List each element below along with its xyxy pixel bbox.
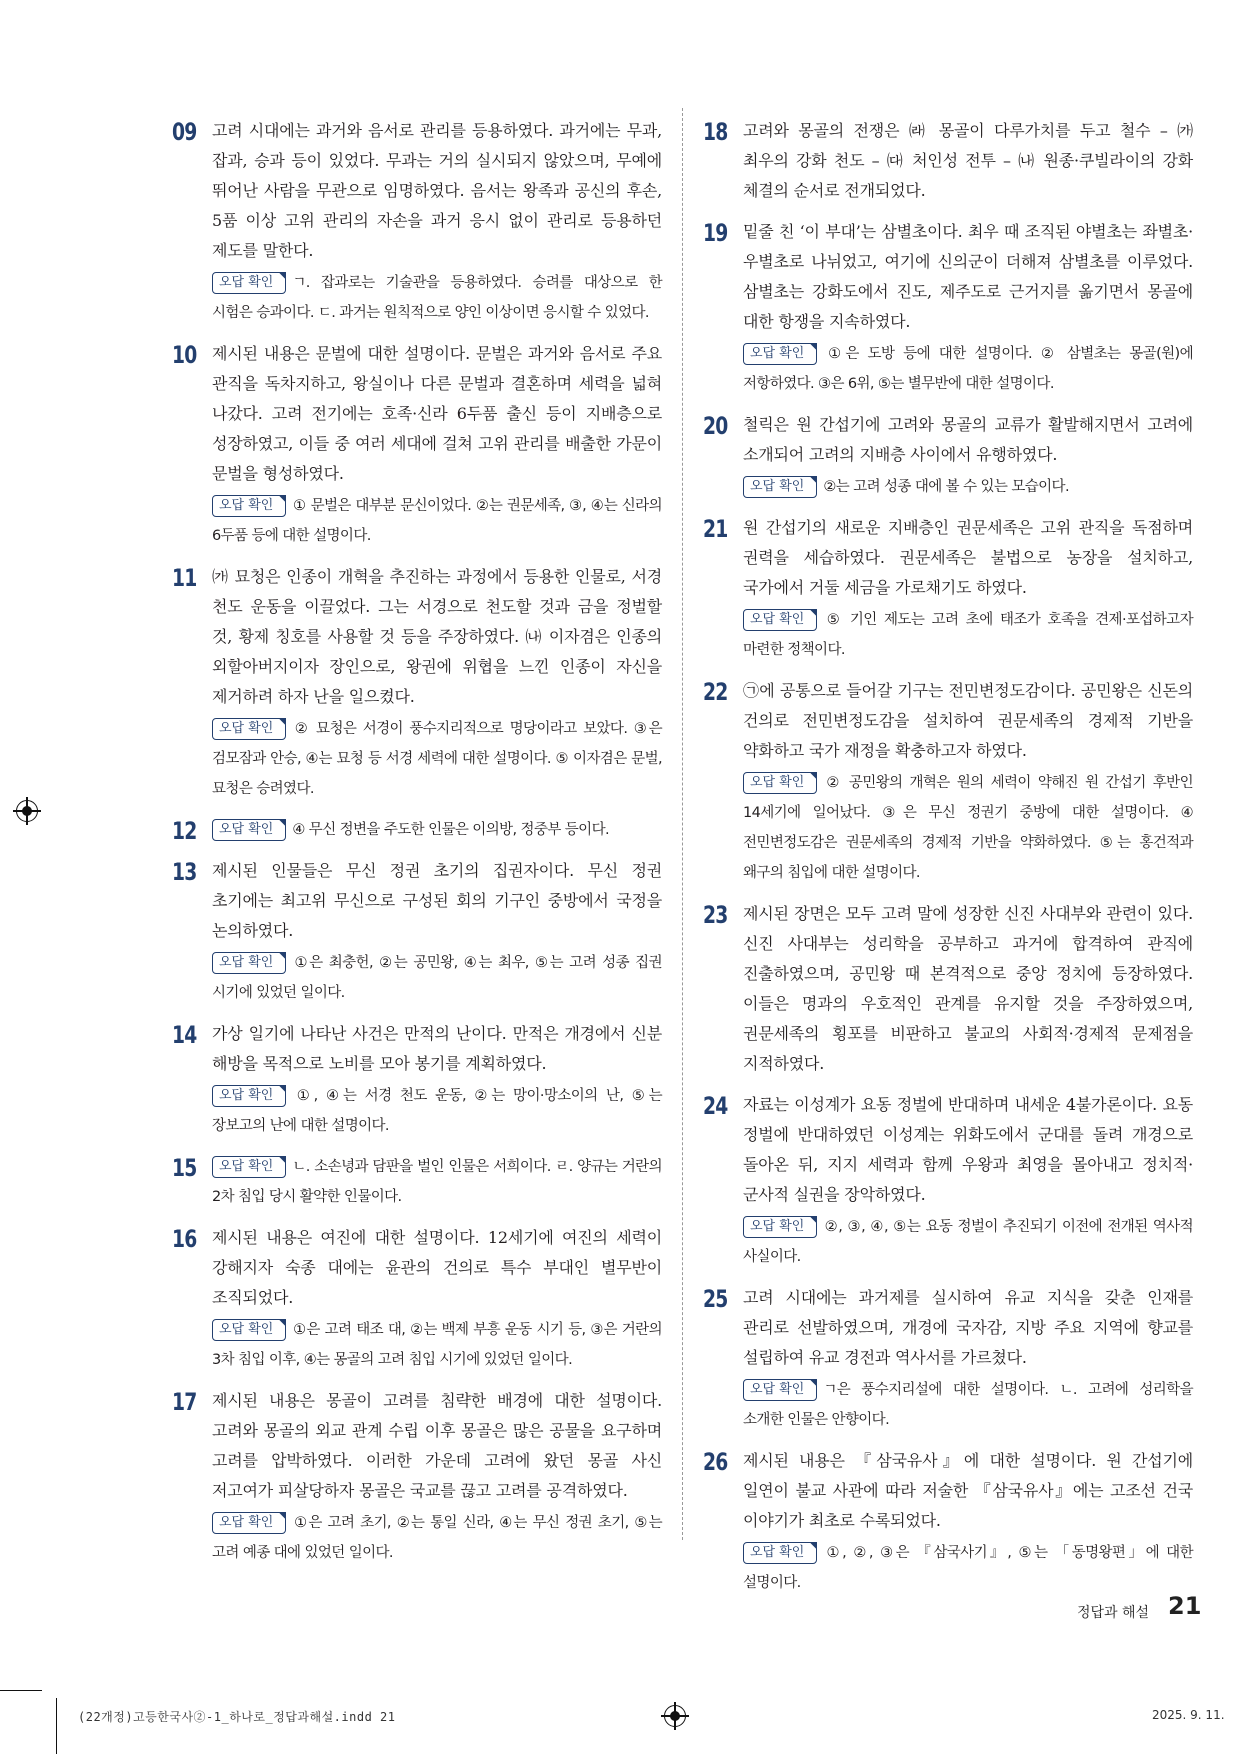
explanation-text: 제시된 내용은 문벌에 대한 설명이다. 문벌은 과거와 음서로 주요 관직을 독차지하고, 왕실이나 다른 문벌과 결혼하며 세력을 넓혀 나갔다. 고려 전기에는 호족·신라 6두품 출신 등이 지배층으로 성장하였고, 이들 중 여러 세대에 걸쳐 고위 관리를 배출한 가문이 문벌을 형성하였다.	[212, 344, 662, 483]
wrong-answer-check-badge: 오답 확인	[743, 476, 817, 498]
crop-mark	[56, 1698, 57, 1754]
explanation-text: 밑줄 친 ‘이 부대’는 삼별초이다. 최우 때 조직된 야별초는 좌별초·우별초로 나뉘었고, 여기에 신의군이 더해져 삼별초를 이루었다. 삼별초는 강화도에서 진도, 제주도로 근거지를 옮기면서 몽골에 대한 항쟁을 지속하였다.	[743, 222, 1193, 331]
wrong-answer-note	[212, 815, 662, 845]
wrong-answer-check-badge: 오답 확인	[743, 1216, 817, 1238]
wrong-answer-note	[743, 472, 1193, 502]
wrong-answer-note	[743, 768, 1193, 888]
wrong-answer-note	[212, 1081, 662, 1141]
question-number: 22	[703, 678, 728, 706]
wrong-answer-note	[743, 1375, 1193, 1435]
question-number: 10	[172, 341, 197, 369]
question-number: 09	[172, 118, 197, 146]
wrong-answer-note	[212, 714, 662, 804]
question-number: 17	[172, 1388, 197, 1416]
note-text: ㄴ. 소손녕과 담판을 벌인 인물은 서희이다. ㄹ. 양규는 거란의 2차 침입 당시 활약한 인물이다.	[212, 1159, 662, 1205]
wrong-answer-check-badge: 오답 확인	[212, 1319, 286, 1341]
note-text: ④ 무신 정변을 주도한 인물은 이의방, 정중부 등이다.	[292, 822, 609, 838]
question-18	[703, 116, 1193, 206]
question-09	[172, 116, 662, 328]
explanation-text: 제시된 장면은 모두 고려 말에 성장한 신진 사대부와 관련이 있다. 신진 사대부는 성리학을 공부하고 과거에 합격하여 관직에 진출하였으며, 공민왕 때 본격적으로 중앙 정치에 등장하였다. 이들은 명과의 우호적인 관계를 유지할 것을 주장하였으며, 권문세족의 횡포를 비판하고 불교의 사회적·경제적 문제점을 지적하였다.	[743, 904, 1193, 1073]
question-number: 25	[703, 1285, 728, 1313]
question-20	[703, 410, 1193, 502]
question-21	[703, 513, 1193, 665]
wrong-answer-note	[212, 268, 662, 328]
note-text: ⑤ 기인 제도는 고려 초에 태조가 호족을 견제·포섭하고자 마련한 정책이다.	[743, 612, 1193, 658]
question-number: 24	[703, 1092, 728, 1120]
question-11	[172, 562, 662, 804]
column-divider	[682, 108, 683, 1540]
print-slug-date: 2025. 9. 11.	[1152, 1708, 1225, 1722]
note-text: ②, ③, ④, ⑤는 요동 정벌이 추진되기 이전에 전개된 역사적 사실이다.	[743, 1219, 1193, 1265]
explanation-text: 가상 일기에 나타난 사건은 만적의 난이다. 만적은 개경에서 신분 해방을 목적으로 노비를 모아 봉기를 계획하였다.	[212, 1024, 662, 1073]
wrong-answer-check-badge: 오답 확인	[212, 819, 286, 841]
wrong-answer-check-badge: 오답 확인	[212, 1156, 286, 1178]
explanation-text: 철릭은 원 간섭기에 고려와 몽골의 교류가 활발해지면서 고려에 소개되어 고려의 지배층 사이에서 유행하였다.	[743, 415, 1193, 464]
question-number: 20	[703, 412, 728, 440]
note-text: ② 공민왕의 개혁은 원의 세력이 약해진 원 간섭기 후반인 14세기에 일어났다. ③은 무신 정권기 중방에 대한 설명이다. ④ 전민변정도감은 권문세족의 경제적 기반을 약화하였다. ⑤는 홍건적과 왜구의 침입에 대한 설명이다.	[743, 775, 1193, 881]
wrong-answer-check-badge: 오답 확인	[212, 1085, 286, 1107]
explanation-text: 고려 시대에는 과거와 음서로 관리를 등용하였다. 과거에는 무과, 잡과, 승과 등이 있었다. 무과는 거의 실시되지 않았으며, 무예에 뛰어난 사람을 무관으로 임명하였다. 음서는 왕족과 공신의 후손, 5품 이상 고위 관리의 자손을 과거 응시 없이 관리로 등용하던 제도를 말한다.	[212, 121, 662, 260]
crop-mark	[0, 1690, 42, 1691]
question-17	[172, 1386, 662, 1568]
question-13	[172, 856, 662, 1008]
question-12	[172, 815, 662, 845]
wrong-answer-check-badge: 오답 확인	[212, 272, 286, 294]
note-text: ② 묘청은 서경이 풍수지리적으로 명당이라고 보았다. ③은 검모잠과 안승, ④는 묘청 등 서경 세력에 대한 설명이다. ⑤ 이자겸은 문벌, 묘청은 승려였다.	[212, 721, 662, 797]
question-15	[172, 1152, 662, 1212]
question-number: 13	[172, 858, 197, 886]
question-number: 12	[172, 817, 197, 845]
question-number: 23	[703, 901, 728, 929]
explanation-text: 자료는 이성계가 요동 정벌에 반대하며 내세운 4불가론이다. 요동 정벌에 반대하였던 이성계는 위화도에서 군대를 돌려 개경으로 돌아온 뒤, 지지 세력과 함께 우왕과 최영을 몰아내고 정치적·군사적 실권을 장악하였다.	[743, 1095, 1193, 1204]
wrong-answer-note	[212, 948, 662, 1008]
wrong-answer-check-badge: 오답 확인	[212, 952, 286, 974]
wrong-answer-check-badge: 오답 확인	[743, 1379, 817, 1401]
question-23	[703, 899, 1193, 1079]
wrong-answer-check-badge: 오답 확인	[743, 772, 817, 794]
question-25	[703, 1283, 1193, 1435]
wrong-answer-note	[212, 1508, 662, 1568]
question-26	[703, 1446, 1193, 1598]
question-22	[703, 676, 1193, 888]
print-slug-filename: (22개정)고등한국사②-1_하나로_정답과해설.indd 21	[78, 1710, 396, 1724]
wrong-answer-check-badge: 오답 확인	[743, 1542, 817, 1564]
page-number: 21	[1168, 1592, 1202, 1620]
note-text: ①, ④는 서경 천도 운동, ②는 망이·망소이의 난, ⑤는 장보고의 난에 대한 설명이다.	[212, 1088, 662, 1134]
explanation-text: 제시된 내용은 몽골이 고려를 침략한 배경에 대한 설명이다. 고려와 몽골의 외교 관계 수립 이후 몽골은 많은 공물을 요구하며 고려를 압박하였다. 이러한 가운데 고려에 왔던 몽골 사신 저고여가 피살당하자 몽골은 국교를 끊고 고려를 공격하였다.	[212, 1391, 662, 1500]
wrong-answer-note	[743, 339, 1193, 399]
wrong-answer-note	[212, 491, 662, 551]
question-19	[703, 217, 1193, 399]
note-text: ①, ②, ③은 『삼국사기』, ⑤는 「동명왕편」에 대한 설명이다.	[743, 1545, 1193, 1591]
question-16	[172, 1223, 662, 1375]
note-text: ①은 고려 태조 대, ②는 백제 부흥 운동 시기 등, ③은 거란의 3차 침입 이후, ④는 몽골의 고려 침입 시기에 있었던 일이다.	[212, 1322, 662, 1368]
right-column	[703, 116, 1193, 1609]
note-text: ㄱ. 잡과로는 기술관을 등용하였다. 승려를 대상으로 한 시험은 승과이다. ㄷ. 과거는 원칙적으로 양인 이상이면 응시할 수 있었다.	[212, 275, 662, 321]
note-text: ① 문벌은 대부분 문신이었다. ②는 권문세족, ③, ④는 신라의 6두품 등에 대한 설명이다.	[212, 498, 662, 544]
wrong-answer-note	[212, 1152, 662, 1212]
registration-mark-icon	[16, 800, 38, 822]
explanation-text: ㉠에 공통으로 들어갈 기구는 전민변정도감이다. 공민왕은 신돈의 건의로 전민변정도감을 설치하여 권문세족의 경제적 기반을 약화하고 국가 재정을 확충하고자 하였다.	[743, 681, 1193, 760]
note-text: ①은 고려 초기, ②는 통일 신라, ④는 무신 정권 초기, ⑤는 고려 예종 대에 있었던 일이다.	[212, 1515, 662, 1561]
question-number: 18	[703, 118, 728, 146]
explanation-text: 고려 시대에는 과거제를 실시하여 유교 지식을 갖춘 인재를 관리로 선발하였으며, 개경에 국자감, 지방 주요 지역에 향교를 설립하여 유교 경전과 역사서를 가르쳤다.	[743, 1288, 1193, 1367]
question-number: 21	[703, 515, 728, 543]
question-number: 14	[172, 1021, 197, 1049]
question-number: 15	[172, 1154, 197, 1182]
registration-mark-icon	[664, 1705, 686, 1727]
question-24	[703, 1090, 1193, 1272]
question-number: 16	[172, 1225, 197, 1253]
explanation-text: 제시된 내용은 여진에 대한 설명이다. 12세기에 여진의 세력이 강해지자 숙종 대에는 윤관의 건의로 특수 부대인 별무반이 조직되었다.	[212, 1228, 662, 1307]
explanation-text: ㈎ 묘청은 인종이 개혁을 추진하는 과정에서 등용한 인물로, 서경 천도 운동을 이끌었다. 그는 서경으로 천도할 것과 금을 정벌할 것, 황제 칭호를 사용할 것 등을 주장하였다. ㈏ 이자겸은 인종의 외할아버지이자 장인으로, 왕권에 위협을 느낀 인종이 자신을 제거하려 하자 난을 일으켰다.	[212, 567, 662, 706]
explanation-text: 제시된 내용은 『삼국유사』에 대한 설명이다. 원 간섭기에 일연이 불교 사관에 따라 저술한 『삼국유사』에는 고조선 건국 이야기가 최초로 수록되었다.	[743, 1451, 1193, 1530]
explanation-text: 제시된 인물들은 무신 정권 초기의 집권자이다. 무신 정권 초기에는 최고위 무신으로 구성된 회의 기구인 중방에서 국정을 논의하였다.	[212, 861, 662, 940]
explanation-text: 고려와 몽골의 전쟁은 ㈑ 몽골이 다루가치를 두고 철수 – ㈎ 최우의 강화 천도 – ㈐ 처인성 전투 – ㈏ 원종·쿠빌라이의 강화 체결의 순서로 전개되었다.	[743, 121, 1193, 200]
wrong-answer-check-badge: 오답 확인	[212, 495, 286, 517]
wrong-answer-check-badge: 오답 확인	[212, 1512, 286, 1534]
note-text: ㄱ은 풍수지리설에 대한 설명이다. ㄴ. 고려에 성리학을 소개한 인물은 안향이다.	[743, 1382, 1193, 1428]
question-number: 26	[703, 1448, 728, 1476]
wrong-answer-note	[743, 1538, 1193, 1598]
wrong-answer-note	[212, 1315, 662, 1375]
wrong-answer-check-badge: 오답 확인	[743, 343, 817, 365]
note-text: ①은 도방 등에 대한 설명이다. ② 삼별초는 몽골(원)에 저항하였다. ③은 6위, ⑤는 별무반에 대한 설명이다.	[743, 346, 1193, 392]
wrong-answer-check-badge: 오답 확인	[743, 609, 817, 631]
question-14	[172, 1019, 662, 1141]
note-text: ①은 최충헌, ②는 공민왕, ④는 최우, ⑤는 고려 성종 집권 시기에 있었던 일이다.	[212, 955, 662, 1001]
explanation-text: 원 간섭기의 새로운 지배층인 권문세족은 고위 관직을 독점하며 권력을 세습하였다. 권문세족은 불법으로 농장을 설치하고, 국가에서 거둘 세금을 가로채기도 하였다.	[743, 518, 1193, 597]
left-column	[172, 116, 662, 1579]
footer-label: 정답과 해설	[1077, 1605, 1150, 1621]
wrong-answer-check-badge: 오답 확인	[212, 718, 286, 740]
wrong-answer-note	[743, 1212, 1193, 1272]
question-number: 11	[172, 564, 197, 592]
note-text: ②는 고려 성종 대에 볼 수 있는 모습이다.	[823, 479, 1069, 495]
question-10	[172, 339, 662, 551]
question-number: 19	[703, 219, 728, 247]
wrong-answer-note	[743, 605, 1193, 665]
